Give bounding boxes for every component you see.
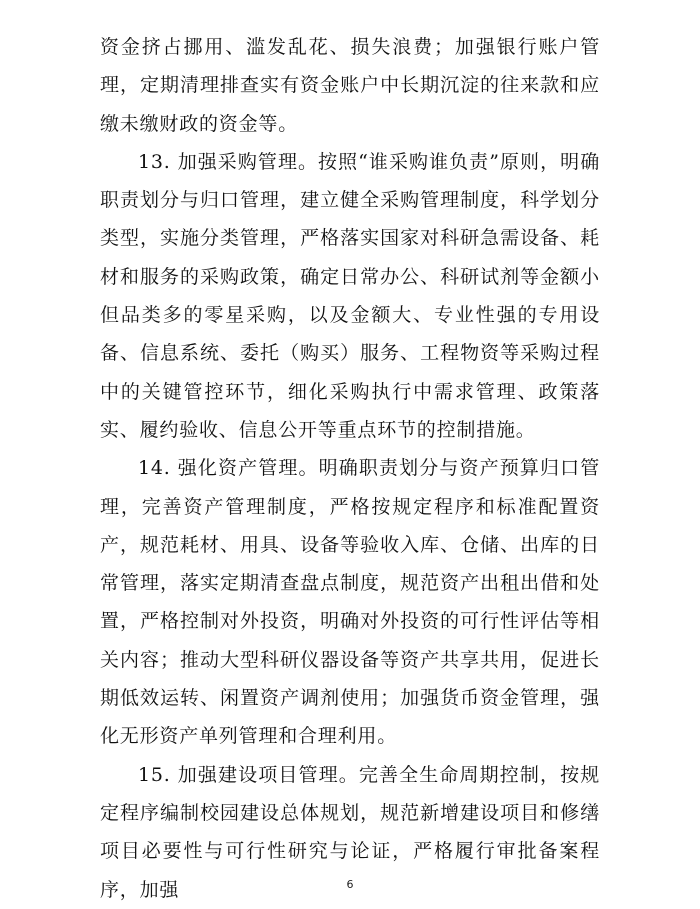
paragraph-item-15: 15. 加强建设项目管理。完善全生命周期控制，按规定程序编制校园建设总体规划，规范新增建设项目和修缮项目必要性与可行性研究与论证，严格履行审批备案程序，加强 xyxy=(100,763,600,901)
paragraph-item-13: 13. 加强采购管理。按照“谁采购谁负责”原则，明确职责划分与归口管理，建立健全采购管理制度，科学划分类型，实施分类管理，严格落实国家对科研急需设备、耗材和服务的采购政策，确定日常办公、科研试剂等金额小但品类多的零星采购，以及金额大、专业性强的专用设备、信息系统、委托（购买）服务、工程物资等采购过程中的关键管控环节，细化采购执行中需求管理、政策落实、履约验收、信息公开等重点环节的控制措施。 xyxy=(100,150,600,441)
paragraph-item-14: 14. 强化资产管理。明确职责划分与资产预算归口管理，完善资产管理制度，严格按规定程序和标准配置资产，规范耗材、用具、设备等验收入库、仓储、出库的日常管理，落实定期清查盘点制度，规范资产出租出借和处置，严格控制对外投资，明确对外投资的可行性评估等相关内容；推动大型科研仪器设备等资产共享共用，促进长期低效运转、闲置资产调剂使用；加强货币资金管理，强化无形资产单列管理和合理利用。 xyxy=(100,457,600,748)
document-body xyxy=(100,28,600,909)
paragraph-continuation: 资金挤占挪用、滥发乱花、损失浪费；加强银行账户管理，定期清理排查实有资金账户中长期沉淀的往来款和应缴未缴财政的资金等。 xyxy=(100,36,600,135)
page-number: 6 xyxy=(346,878,354,891)
